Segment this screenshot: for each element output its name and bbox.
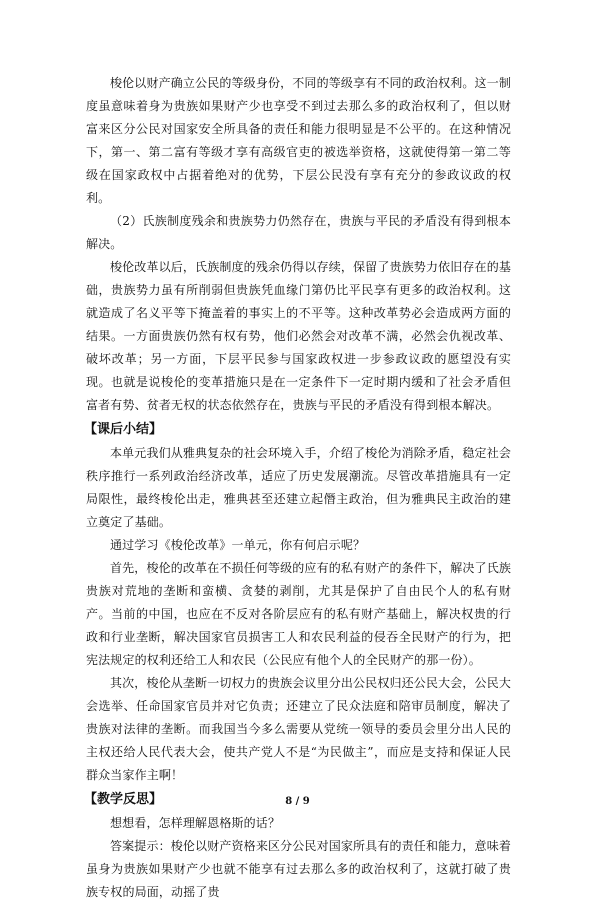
paragraph-reflection-question: 想想看，怎样理解恩格斯的话？ <box>110 816 281 830</box>
paragraph-second: 其次，梭伦从垄断一切权力的贵族会议里分出公民权归还公民大会，公民大会选举、任命国家官员并对它负责；还建立了民众法庭和陪审员制度，解决了贵族对法律的垄断。而我国当今多么需要从党统一领导的委员会里分出人民的主权还给人民代表大会，使共产党人不是“为民做主”，而应是支持和保证人民群众当家作主啊！ <box>86 676 511 782</box>
paragraph-question: 通过学习《梭伦改革》一单元，你有何启示呢？ <box>110 538 366 552</box>
paragraph-clan-remnants: 梭伦改革以后，氏族制度的残余仍得以存续，保留了贵族势力依旧存在的基础，贵族势力虽有所削弱但贵族凭血缘门第仍比平民享有更多的政治权利。这就造成了名义平等下掩盖着的事实上的不平等。这种改革势必会造成两方面的结果。一方面贵族仍然有权有势，他们必然会对改革不满，必然会仇视改革、破坏改革；另一方面，下层平民参与国家政权进一步参政议政的愿望没有实现。也就是说梭伦的变革措施只是在一定条件下一定时期内缓和了社会矛盾但富者有势、贫者无权的状态依然存在，贵族与平民的矛盾没有得到根本解决。 <box>86 260 511 412</box>
paragraph-answer-hint: 答案提示：梭伦以财产资格来区分公民对国家所具有的责任和能力，意味着虽身为贵族如果财产少也就不能享有过去那么多的政治权利了，这就打破了贵族专权的局面，动摇了贵 <box>86 839 511 899</box>
page-content <box>86 72 511 904</box>
paragraph-point-2-title: （2）氏族制度残余和贵族势力仍然存在，贵族与平民的矛盾没有得到根本解决。 <box>86 214 511 251</box>
paragraph-summary: 本单元我们从雅典复杂的社会环境入手，介绍了梭伦为消除矛盾，稳定社会秩序推行一系列政治经济改革，适应了历史发展潮流。尽管改革措施具有一定局限性，最终梭伦出走，雅典甚至还建立起僭主政治，但为雅典民主政治的建立奠定了基础。 <box>86 446 511 529</box>
paragraph-property-class: 梭伦以财产确立公民的等级身份，不同的等级享有不同的政治权利。这一制度虽意味着身为贵族如果财产少也享受不到过去那么多的政治权利了，但以财富来区分公民对国家安全所具备的责任和能力很明显是不公平的。在这种情况下，第一、第二富有等级才享有高级官吏的被选举资格，这就使得第一第二等级在国家政权中占据着绝对的优势，下层公民没有享有充分的参政议政的权利。 <box>86 76 511 205</box>
section-heading-reflection: 【教学反思】 <box>84 792 163 807</box>
page-number: 8 / 9 <box>285 796 310 807</box>
section-heading-summary: 【课后小结】 <box>84 422 163 437</box>
paragraph-first: 首先，梭伦的改革在不损任何等级的应有的私有财产的条件下，解决了氏族贵族对荒地的垄断和蛮横、贪婪的剥削，尤其是保护了自由民个人的私有财产。当前的中国，也应在不反对各阶层应有的私有财产基础上，解决权贵的行政和行业垄断，解决国家官员损害工人和农民利益的侵吞全民财产的行为，把宪法规定的权利还给工人和农民（公民应有他个人的全民财产的那一份）。 <box>86 561 511 667</box>
